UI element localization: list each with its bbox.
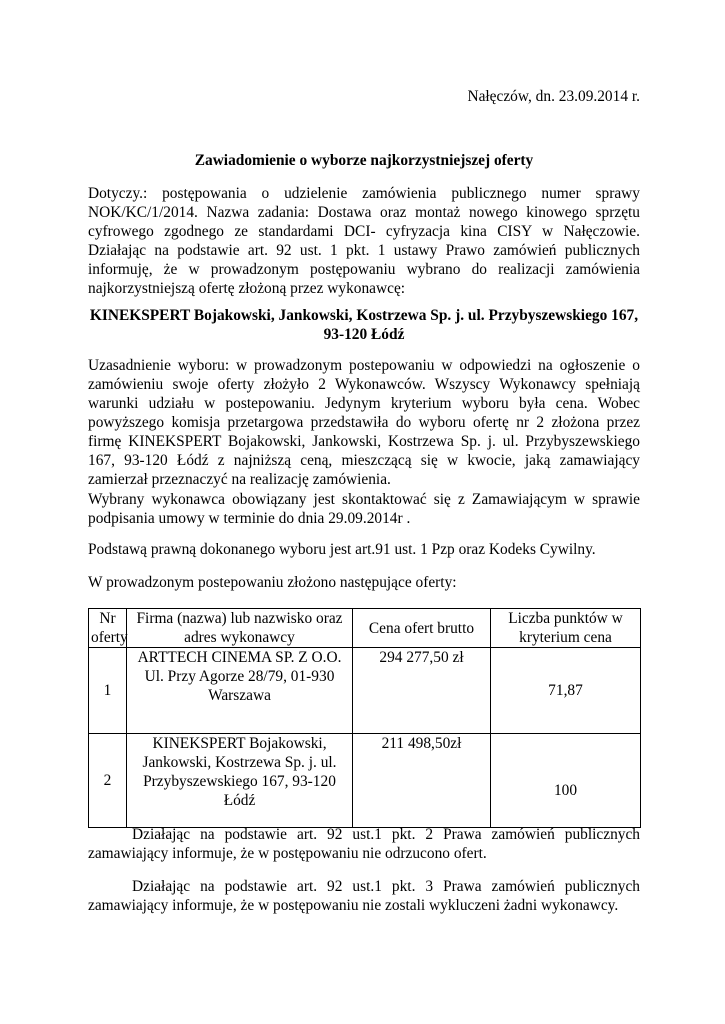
offer-points: 71,87 [491,648,641,734]
intro-paragraph: Dotyczy.: postępowania o udzielenie zamówienia publicznego numer sprawy NOK/KC/1/2014. Nazwa zadania: Dostawa oraz montaż nowego kinowego sprzętu cyfrowego zgodnego ze standardami DCI- cyfryzacja kina CISY w Nałęczowie. Działając na podstawie art. 92 ust. 1 pkt. 1 ustawy Prawo zamówień publicznych informuję, że w prowadzonym postępowaniu wybrano do realizacji zamówienia najkorzystniejszą ofertę złożoną przez wykonawcę: [88,185,640,297]
winner-line-1: KINEKSPERT Bojakowski, Jankowski, Kostrzewa Sp. j. ul. Przybyszewskiego 167, [89,307,639,324]
note-no-excluded: Działając na podstawie art. 92 ust.1 pkt. 3 Prawa zamówień publicznych zamawiający informuje, że w postępowaniu nie zostali wykluczeni żadni wykonawcy. [88,878,640,914]
header-firm: Firma (nazwa) lub nazwisko oraz adres wykonawcy [127,609,353,648]
legal-basis-paragraph: Podstawą prawną dokonanego wyboru jest art.91 ust. 1 Pzp oraz Kodeks Cywilny. [88,541,596,558]
offer-price: 211 498,50zł [353,734,491,828]
document-date: Nałęczów, dn. 23.09.2014 r. [467,88,640,105]
document-title: Zawiadomienie o wyborze najkorzystniejszej oferty [194,152,534,169]
offers-intro: W prowadzonym postepowaniu złożono następujące oferty: [88,574,457,591]
offer-firm: KINEKSPERT Bojakowski, Jankowski, Kostrzewa Sp. j. ul. Przybyszewskiego 167, 93-120 Łódź [127,734,353,828]
winner-line-2: 93-120 Łódź [323,326,405,343]
table-header-row [89,609,641,648]
offer-nr: 1 [89,648,127,734]
header-points: Liczba punktów w kryterium cena [491,609,641,648]
justification-paragraph: Uzasadnienie wyboru: w prowadzonym postepowaniu w odpowiedzi na ogłoszenie o zamówieniu swoje oferty złożyło 2 Wykonawców. Wszyscy Wykonawcy spełniają warunki udziału w postepowaniu. Jedynym kryterium wyboru była cena. Wobec powyższego komisja przetargowa przedstawiła do wyboru ofertę nr 2 złożona przez firmę KINEKSPERT Bojakowski, Jankowski, Kostrzewa Sp. j. ul. Przybyszewskiego 167, 93-120 Łódź z najniższą ceną, mieszczącą się w kwocie, jaką zamawiający zamierzał przeznaczyć na realizację zamówienia. [88,357,640,488]
offer-firm: ARTTECH CINEMA SP. Z O.O. Ul. Przy Agorze 28/79, 01-930 Warszawa [127,648,353,734]
table-row [89,648,641,734]
contact-paragraph: Wybrany wykonawca obowiązany jest skontaktować się z Zamawiającym w sprawie podpisania umowy w terminie do dnia 29.09.2014r . [88,491,640,527]
offer-nr: 2 [89,734,127,828]
header-nr: Nr oferty [89,609,127,648]
table-row [89,734,641,828]
offer-points: 100 [491,734,641,828]
offers-table [88,608,641,828]
note-no-rejected: Działając na podstawie art. 92 ust.1 pkt. 2 Prawa zamówień publicznych zamawiający informuje, że w postępowaniu nie odrzucono ofert. [88,826,640,862]
header-price: Cena ofert brutto [353,609,491,648]
offer-price: 294 277,50 zł [353,648,491,734]
